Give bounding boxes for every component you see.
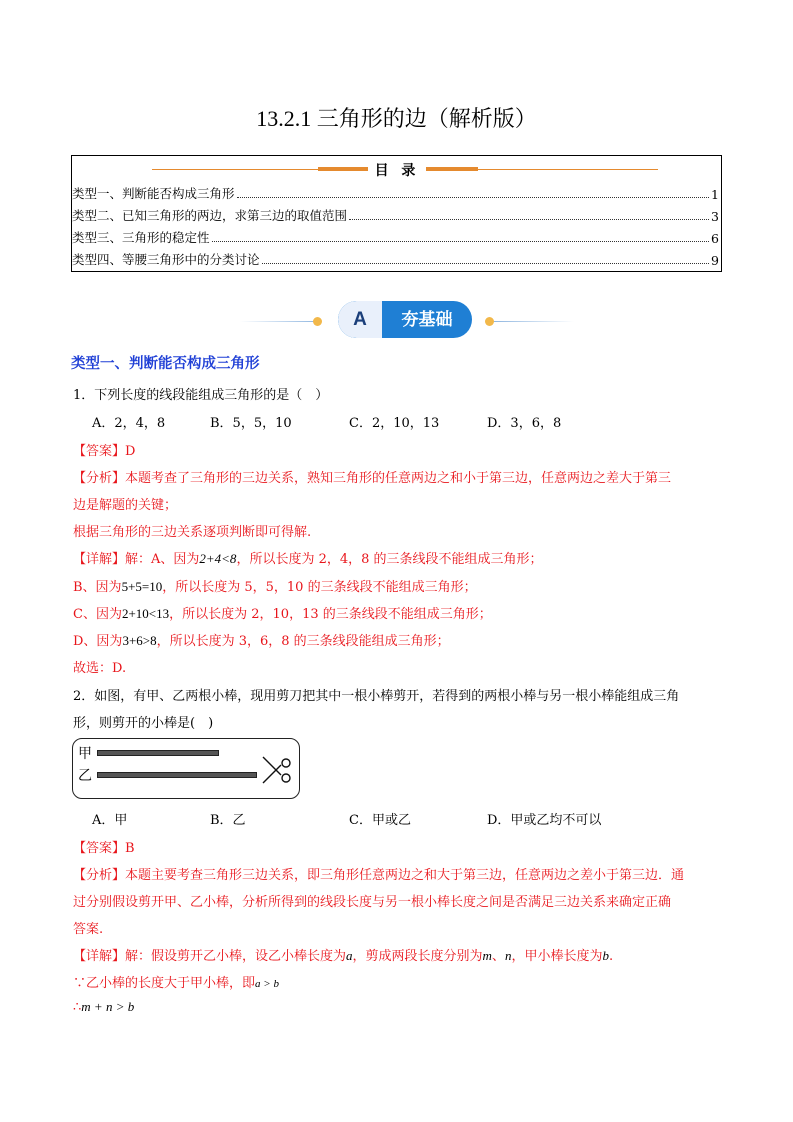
- option-a: A．甲: [92, 813, 128, 828]
- toc-item-page: 3: [711, 209, 719, 224]
- scissors-icon: [261, 753, 295, 787]
- math-expression: a > b: [255, 978, 279, 990]
- stick-jia: [97, 750, 219, 756]
- toc-item-label: 类型二、已知三角形的两边，求第三边的取值范围: [72, 208, 348, 223]
- option-a: A．2，4，8: [92, 416, 166, 431]
- detail-line: 【详解】解：假设剪开乙小棒，设乙小棒长度为a，剪成两段长度分别为m、n，甲小棒长度为b.: [73, 948, 614, 964]
- badge-dot-right: [485, 317, 494, 326]
- option-b: B．5，5，10: [210, 416, 292, 431]
- option-b: B．乙: [210, 813, 246, 828]
- page-title: 13.2.1 三角形的边（解析版）: [256, 106, 537, 131]
- section-badge: [338, 301, 472, 338]
- badge-rule-right: [494, 321, 574, 322]
- analysis-line: 答案.: [73, 922, 104, 937]
- badge-dot-left: [313, 317, 322, 326]
- analysis-line: 根据三角形的三边关系逐项判断即可得解.: [73, 525, 312, 540]
- toc-rule-right: [478, 169, 658, 170]
- toc-item[interactable]: [72, 206, 719, 224]
- detail-line: B、因为5+5=10，所以长度为 5，5，10 的三条线段不能组成三角形；: [73, 579, 477, 595]
- answer: 【答案】B: [73, 841, 135, 856]
- toc-item[interactable]: [72, 228, 719, 246]
- toc-header: [72, 159, 721, 177]
- option-c: C．2，10，13: [349, 416, 440, 431]
- label-jia: 甲: [78, 746, 92, 762]
- math-expression: 2+10<13: [121, 606, 170, 621]
- detail-line: 【详解】解：A、因为2+4<8，所以长度为 2，4，8 的三条线段不能组成三角形；: [73, 551, 543, 567]
- toc-accent-right: [426, 167, 478, 171]
- toc-accent-left: [318, 167, 368, 171]
- question-stem: 1．下列长度的线段能组成三角形的是（ ）: [73, 388, 329, 403]
- detail-line: C、因为2+10<13，所以长度为 2，10，13 的三条线段不能组成三角形；: [73, 606, 492, 622]
- math-variable: m: [482, 948, 492, 963]
- badge-rule-left: [240, 321, 318, 322]
- toc-item[interactable]: [72, 250, 719, 268]
- section-heading: 类型一、判断能否构成三角形: [71, 355, 260, 372]
- conclusion: 故选：D.: [73, 661, 127, 676]
- toc-item-page: 9: [711, 253, 719, 268]
- toc-item-label: 类型一、判断能否构成三角形: [72, 186, 235, 201]
- analysis-line: 【分析】本题主要考查三角形三边关系，即三角形任意两边之和大于第三边，任意两边之差小于第三边．通: [73, 868, 685, 883]
- option-d: D．3，6，8: [487, 416, 562, 431]
- detail-line: D、因为3+6>8，所以长度为 3，6，8 的三条线段能组成三角形；: [73, 633, 450, 649]
- question-stem: 2．如图，有甲、乙两根小棒，现用剪刀把其中一根小棒剪开，若得到的两根小棒与另一根小棒能组成三角: [73, 689, 680, 704]
- sticks-figure: [72, 738, 300, 799]
- toc-item-page: 6: [711, 231, 719, 246]
- toc-item-page: 1: [711, 187, 719, 202]
- analysis-line: 过分别假设剪开甲、乙小棒，分析所得到的线段长度与另一根小棒长度之间是否满足三边关系来确定正确: [73, 895, 672, 910]
- detail-line: ∵乙小棒的长度大于甲小棒，即a > b: [73, 976, 279, 991]
- detail-line: ∴m + n > b: [73, 999, 135, 1015]
- stick-yi: [97, 772, 257, 778]
- option-c: C．甲或乙: [349, 813, 411, 828]
- toc-heading: 目 录: [374, 163, 420, 179]
- math-variable: n: [504, 948, 512, 963]
- toc-rule-left: [152, 169, 318, 170]
- label-yi: 乙: [78, 768, 92, 784]
- math-variable: b: [602, 948, 609, 963]
- answer: 【答案】D: [73, 444, 136, 459]
- math-variable: a: [346, 948, 353, 963]
- math-expression: 3+6>8: [122, 633, 157, 648]
- math-expression: m + n > b: [81, 999, 135, 1014]
- toc-item[interactable]: [72, 184, 719, 202]
- math-expression: 5+5=10: [121, 579, 163, 594]
- option-d: D．甲或乙均不可以: [487, 813, 602, 828]
- math-expression: 2+4<8: [199, 551, 237, 566]
- toc-item-label: 类型三、三角形的稳定性: [72, 230, 210, 245]
- table-of-contents: [71, 155, 722, 272]
- toc-item-label: 类型四、等腰三角形中的分类讨论: [72, 252, 260, 267]
- analysis-line: 【分析】本题考查了三角形的三边关系，熟知三角形的任意两边之和小于第三边，任意两边之差大于第三: [73, 471, 672, 486]
- badge-text: 夯基础: [401, 310, 453, 329]
- analysis-line: 边是解题的关键；: [73, 498, 178, 513]
- question-stem: 形，则剪开的小棒是( ): [73, 716, 214, 731]
- badge-letter: A: [338, 301, 382, 338]
